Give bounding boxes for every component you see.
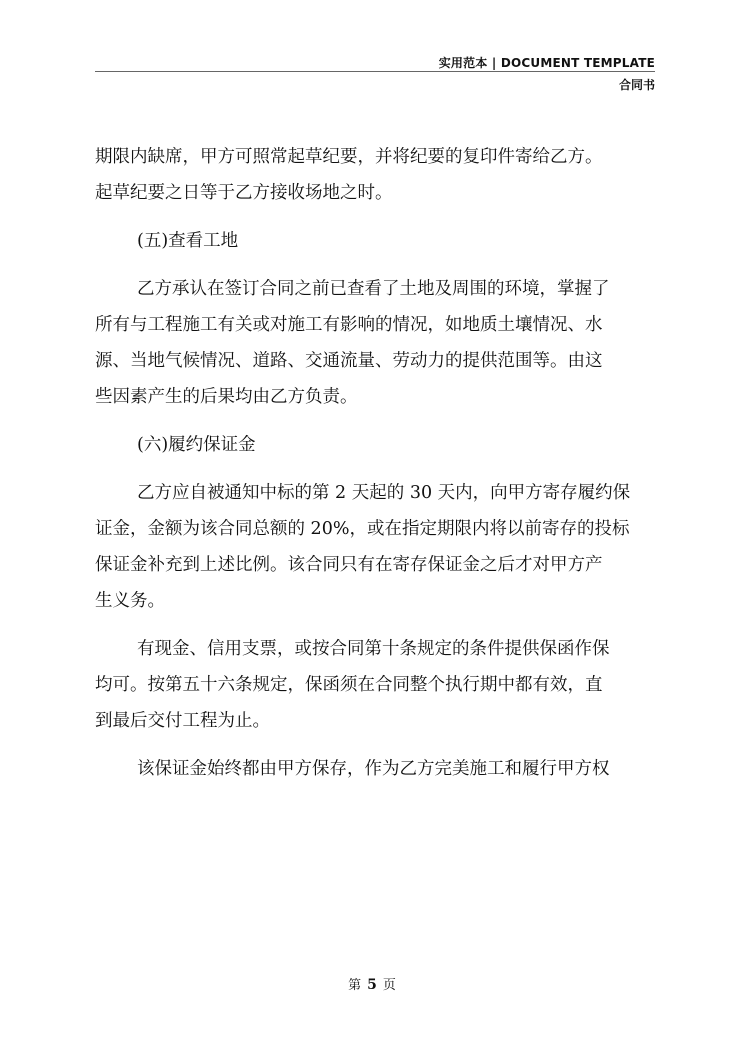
text-line: 该保证金始终都由甲方保存，作为乙方完美施工和履行甲方权 [137,759,610,779]
text-line: 乙方承认在签订合同之前已查看了土地及周围的环境，掌握了 [137,279,610,299]
paragraph [95,139,655,211]
text-line: 乙方应自被通知中标的第 2 天起的 30 天内，向甲方寄存履约保 [137,483,631,503]
footer-prefix: 第 [348,978,362,993]
section-heading-text: (五)查看工地 [137,231,239,251]
text-line: 起草纪要之日等于乙方接收场地之时。 [95,183,393,203]
page-header [95,54,655,94]
header-title: 实用范本 | DOCUMENT TEMPLATE [438,56,655,70]
footer-suffix: 页 [382,978,396,993]
paragraph [95,271,655,415]
text-line: 证金，金额为该合同总额的 20%，或在指定期限内将以前寄存的投标 [95,519,630,539]
text-line: 所有与工程施工有关或对施工有影响的情况，如地质土壤情况、水 [95,315,603,335]
page-footer [0,974,744,993]
paragraph [95,751,655,787]
page-number: 5 [367,977,377,993]
text-line: 期限内缺席，甲方可照常起草纪要，并将纪要的复印件寄给乙方。 [95,147,603,167]
section-heading [95,223,655,259]
text-line: 有现金、信用支票，或按合同第十条规定的条件提供保函作保 [137,639,610,659]
text-line: 均可。按第五十六条规定，保函须在合同整个执行期中都有效，直 [95,675,603,695]
document-body [95,139,655,787]
section-heading-text: (六)履约保证金 [137,435,256,455]
text-line: 保证金补充到上述比例。该合同只有在寄存保证金之后才对甲方产 [95,555,603,575]
header-subtitle: 合同书 [618,78,655,92]
text-line: 生义务。 [95,591,165,611]
section-heading [95,427,655,463]
text-line: 到最后交付工程为止。 [95,711,270,731]
text-line: 些因素产生的后果均由乙方负责。 [95,387,358,407]
text-line: 源、当地气候情况、道路、交通流量、劳动力的提供范围等。由这 [95,351,603,371]
paragraph [95,631,655,739]
header-divider [95,71,655,72]
paragraph [95,475,655,619]
